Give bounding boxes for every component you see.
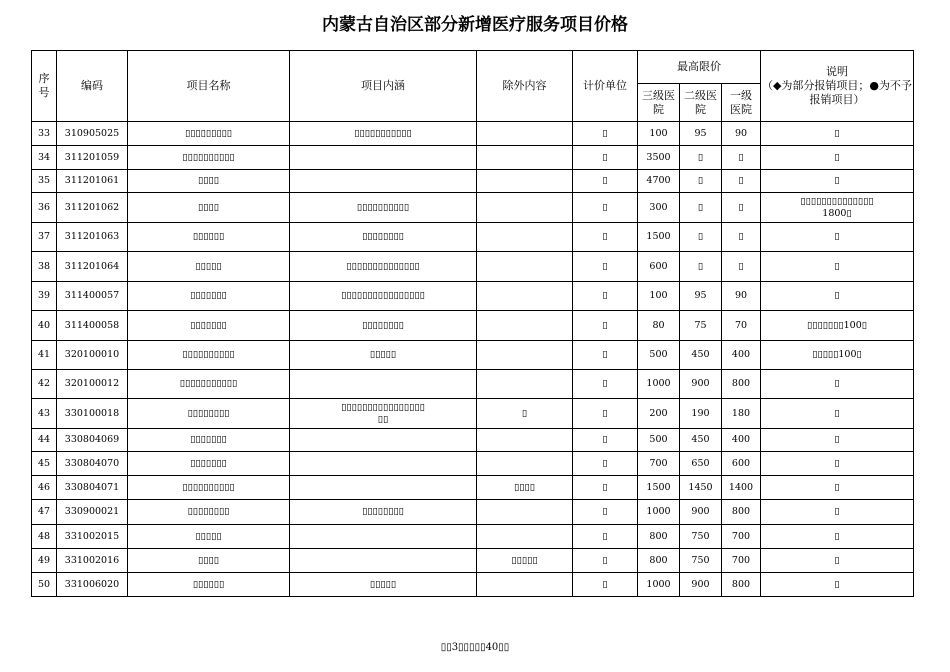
row-no: 45 <box>32 452 57 476</box>
row-content: ▯▯▯▯▯▯▯▯ <box>290 311 477 341</box>
row-name: ▯▯▯▯▯▯▯▯▯ <box>128 122 290 146</box>
row-excluded <box>477 311 573 341</box>
row-content: ▯▯▯▯▯▯▯▯▯▯▯ <box>290 122 477 146</box>
row-no: 47 <box>32 500 57 525</box>
row-name: ▯▯▯▯▯▯▯▯▯▯ <box>128 146 290 170</box>
row-price-level1: 800 <box>722 500 761 525</box>
row-note: ▯ <box>761 252 914 282</box>
row-code: 330100018 <box>57 399 128 429</box>
row-unit: ▯ <box>573 452 638 476</box>
row-excluded <box>477 573 573 597</box>
row-note: ▯▯▯▯▯▯▯▯▯▯▯▯▯▯ 1800▯ <box>761 193 914 223</box>
row-excluded <box>477 193 573 223</box>
row-excluded: ▯ <box>477 399 573 429</box>
table-row <box>32 170 914 193</box>
row-no: 44 <box>32 429 57 452</box>
table-row <box>32 341 914 370</box>
row-code: 331002015 <box>57 525 128 549</box>
row-excluded: ▯▯▯▯ <box>477 476 573 500</box>
row-note: ▯ <box>761 500 914 525</box>
row-note: ▯ <box>761 122 914 146</box>
page-title: 内蒙古自治区部分新增医疗服务项目价格 <box>322 15 628 35</box>
row-note: ▯ <box>761 282 914 311</box>
header-level1: 一级 医院 <box>722 84 761 122</box>
row-excluded <box>477 122 573 146</box>
row-name: ▯▯▯▯▯▯▯ <box>128 282 290 311</box>
header-note: 说明 （◆为部分报销项目；●为不予报销项目） <box>761 51 914 122</box>
row-price-level1: ▯ <box>722 193 761 223</box>
row-price-level3: 300 <box>638 193 680 223</box>
row-excluded <box>477 146 573 170</box>
row-price-level1: 90 <box>722 282 761 311</box>
row-name: ▯▯▯▯ <box>128 549 290 573</box>
row-price-level1: 700 <box>722 525 761 549</box>
row-excluded: ▯▯▯▯▯ <box>477 549 573 573</box>
row-name: ▯▯▯▯▯▯▯ <box>128 429 290 452</box>
row-note: ▯ <box>761 370 914 399</box>
row-no: 50 <box>32 573 57 597</box>
row-note: ▯ <box>761 399 914 429</box>
table-row <box>32 311 914 341</box>
row-content <box>290 476 477 500</box>
row-unit: ▯ <box>573 549 638 573</box>
row-content <box>290 146 477 170</box>
row-note: ▯ <box>761 223 914 252</box>
page-footer: ▯▯3▯▯▯▯▯40▯▯ <box>440 642 510 653</box>
row-excluded <box>477 282 573 311</box>
row-name: ▯▯▯▯▯▯▯ <box>128 311 290 341</box>
row-name: ▯▯▯▯ <box>128 193 290 223</box>
table-row <box>32 500 914 525</box>
table-row <box>32 573 914 597</box>
row-price-level2: 95 <box>680 122 722 146</box>
row-price-level1: 700 <box>722 549 761 573</box>
table-row <box>32 399 914 429</box>
row-price-level3: 1000 <box>638 573 680 597</box>
row-unit: ▯ <box>573 429 638 452</box>
row-content <box>290 429 477 452</box>
table-row <box>32 146 914 170</box>
row-name: ▯▯▯▯▯▯▯▯ <box>128 399 290 429</box>
row-price-level2: 900 <box>680 573 722 597</box>
row-price-level3: 1000 <box>638 500 680 525</box>
row-price-level2: 750 <box>680 525 722 549</box>
row-note: ▯ <box>761 452 914 476</box>
row-price-level1: 600 <box>722 452 761 476</box>
header-excluded: 除外内容 <box>477 51 573 122</box>
row-no: 48 <box>32 525 57 549</box>
row-price-level2: 450 <box>680 429 722 452</box>
row-price-level1: 400 <box>722 341 761 370</box>
row-content <box>290 370 477 399</box>
row-no: 34 <box>32 146 57 170</box>
row-price-level2: 1450 <box>680 476 722 500</box>
row-no: 39 <box>32 282 57 311</box>
table-row <box>32 282 914 311</box>
row-note: ▯▯▯▯▯100▯ <box>761 341 914 370</box>
row-unit: ▯ <box>573 399 638 429</box>
row-price-level2: 750 <box>680 549 722 573</box>
row-content <box>290 452 477 476</box>
row-price-level3: 600 <box>638 252 680 282</box>
table-row <box>32 525 914 549</box>
row-code: 330804070 <box>57 452 128 476</box>
row-excluded <box>477 370 573 399</box>
row-code: 311201063 <box>57 223 128 252</box>
row-name: ▯▯▯▯▯▯ <box>128 573 290 597</box>
row-price-level2: 75 <box>680 311 722 341</box>
row-price-level1: 800 <box>722 573 761 597</box>
row-code: 311201062 <box>57 193 128 223</box>
row-note: ▯ <box>761 476 914 500</box>
row-price-level2: ▯ <box>680 193 722 223</box>
header-unit: 计价单位 <box>573 51 638 122</box>
row-price-level2: 650 <box>680 452 722 476</box>
row-content: ▯▯▯▯▯▯▯▯▯▯▯▯▯▯▯▯ ▯▯ <box>290 399 477 429</box>
row-name: ▯▯▯▯ <box>128 170 290 193</box>
row-price-level3: 800 <box>638 525 680 549</box>
row-code: 310905025 <box>57 122 128 146</box>
row-price-level3: 800 <box>638 549 680 573</box>
row-content: ▯▯▯▯▯▯▯▯ <box>290 500 477 525</box>
row-content <box>290 170 477 193</box>
row-unit: ▯ <box>573 370 638 399</box>
row-code: 311400057 <box>57 282 128 311</box>
table-row <box>32 370 914 399</box>
row-no: 49 <box>32 549 57 573</box>
row-price-level1: 70 <box>722 311 761 341</box>
row-price-level3: 3500 <box>638 146 680 170</box>
row-code: 311201059 <box>57 146 128 170</box>
row-note: ▯ <box>761 573 914 597</box>
table-row <box>32 452 914 476</box>
row-price-level3: 80 <box>638 311 680 341</box>
row-unit: ▯ <box>573 573 638 597</box>
row-price-level2: ▯ <box>680 223 722 252</box>
row-price-level3: 1500 <box>638 476 680 500</box>
row-unit: ▯ <box>573 525 638 549</box>
table-row <box>32 476 914 500</box>
row-unit: ▯ <box>573 146 638 170</box>
row-price-level2: 900 <box>680 500 722 525</box>
row-code: 331002016 <box>57 549 128 573</box>
row-note: ▯ <box>761 549 914 573</box>
row-price-level1: 1400 <box>722 476 761 500</box>
header-no: 序 号 <box>32 51 57 122</box>
table-row <box>32 252 914 282</box>
row-price-level1: 90 <box>722 122 761 146</box>
row-no: 35 <box>32 170 57 193</box>
row-code: 311400058 <box>57 311 128 341</box>
row-note: ▯ <box>761 525 914 549</box>
row-price-level2: 95 <box>680 282 722 311</box>
row-price-level1: ▯ <box>722 146 761 170</box>
row-content <box>290 549 477 573</box>
table-header <box>32 51 914 122</box>
header-code: 编码 <box>57 51 128 122</box>
row-price-level3: 500 <box>638 341 680 370</box>
row-unit: ▯ <box>573 282 638 311</box>
row-price-level3: 700 <box>638 452 680 476</box>
row-no: 41 <box>32 341 57 370</box>
row-unit: ▯ <box>573 252 638 282</box>
header-level2: 二级医 院 <box>680 84 722 122</box>
row-unit: ▯ <box>573 122 638 146</box>
table-row <box>32 549 914 573</box>
row-note: ▯▯▯▯▯▯▯100▯ <box>761 311 914 341</box>
table-row <box>32 429 914 452</box>
row-name: ▯▯▯▯▯▯ <box>128 223 290 252</box>
row-price-level1: 800 <box>722 370 761 399</box>
row-unit: ▯ <box>573 476 638 500</box>
row-name: ▯▯▯▯▯▯▯▯ <box>128 500 290 525</box>
row-note: ▯ <box>761 429 914 452</box>
row-price-level2: ▯ <box>680 252 722 282</box>
row-no: 40 <box>32 311 57 341</box>
row-excluded <box>477 170 573 193</box>
row-price-level1: ▯ <box>722 170 761 193</box>
table-row <box>32 193 914 223</box>
row-price-level2: ▯ <box>680 146 722 170</box>
row-no: 38 <box>32 252 57 282</box>
row-price-level1: ▯ <box>722 223 761 252</box>
row-price-level1: ▯ <box>722 252 761 282</box>
row-code: 320100010 <box>57 341 128 370</box>
row-unit: ▯ <box>573 223 638 252</box>
row-name: ▯▯▯▯▯ <box>128 525 290 549</box>
row-no: 33 <box>32 122 57 146</box>
row-no: 37 <box>32 223 57 252</box>
row-name: ▯▯▯▯▯▯▯▯▯▯ <box>128 341 290 370</box>
row-code: 331006020 <box>57 573 128 597</box>
price-table <box>31 50 914 597</box>
row-content: ▯▯▯▯▯ <box>290 573 477 597</box>
row-code: 330804071 <box>57 476 128 500</box>
row-excluded <box>477 252 573 282</box>
row-price-level2: ▯ <box>680 170 722 193</box>
header-level3: 三级医 院 <box>638 84 680 122</box>
row-price-level3: 100 <box>638 122 680 146</box>
row-content <box>290 525 477 549</box>
row-price-level2: 450 <box>680 341 722 370</box>
table-row <box>32 122 914 146</box>
table-row <box>32 223 914 252</box>
row-excluded <box>477 429 573 452</box>
table-body <box>32 122 914 597</box>
row-price-level1: 400 <box>722 429 761 452</box>
row-unit: ▯ <box>573 311 638 341</box>
header-content: 项目内涵 <box>290 51 477 122</box>
row-excluded <box>477 341 573 370</box>
row-price-level2: 900 <box>680 370 722 399</box>
row-no: 46 <box>32 476 57 500</box>
header-max-price: 最高限价 <box>638 51 761 84</box>
row-excluded <box>477 452 573 476</box>
row-name: ▯▯▯▯▯ <box>128 252 290 282</box>
row-name: ▯▯▯▯▯▯▯▯▯▯ <box>128 476 290 500</box>
row-code: 330900021 <box>57 500 128 525</box>
row-price-level1: 180 <box>722 399 761 429</box>
row-price-level3: 500 <box>638 429 680 452</box>
row-content: ▯▯▯▯▯ <box>290 341 477 370</box>
row-name: ▯▯▯▯▯▯▯ <box>128 452 290 476</box>
row-unit: ▯ <box>573 341 638 370</box>
row-content: ▯▯▯▯▯▯▯▯ <box>290 223 477 252</box>
row-code: 311201061 <box>57 170 128 193</box>
row-price-level3: 1000 <box>638 370 680 399</box>
row-unit: ▯ <box>573 500 638 525</box>
row-price-level3: 200 <box>638 399 680 429</box>
row-unit: ▯ <box>573 170 638 193</box>
row-no: 43 <box>32 399 57 429</box>
row-price-level3: 4700 <box>638 170 680 193</box>
row-excluded <box>477 525 573 549</box>
row-code: 320100012 <box>57 370 128 399</box>
row-content: ▯▯▯▯▯▯▯▯▯▯▯▯▯▯▯▯ <box>290 282 477 311</box>
row-content: ▯▯▯▯▯▯▯▯▯▯▯▯▯▯ <box>290 252 477 282</box>
row-name: ▯▯▯▯▯▯▯▯▯▯▯ <box>128 370 290 399</box>
row-unit: ▯ <box>573 193 638 223</box>
row-note: ▯ <box>761 170 914 193</box>
row-code: 311201064 <box>57 252 128 282</box>
row-no: 36 <box>32 193 57 223</box>
row-price-level3: 1500 <box>638 223 680 252</box>
row-price-level3: 100 <box>638 282 680 311</box>
row-code: 330804069 <box>57 429 128 452</box>
header-name: 项目名称 <box>128 51 290 122</box>
row-excluded <box>477 500 573 525</box>
row-excluded <box>477 223 573 252</box>
row-content: ▯▯▯▯▯▯▯▯▯▯ <box>290 193 477 223</box>
row-no: 42 <box>32 370 57 399</box>
row-note: ▯ <box>761 146 914 170</box>
row-price-level2: 190 <box>680 399 722 429</box>
